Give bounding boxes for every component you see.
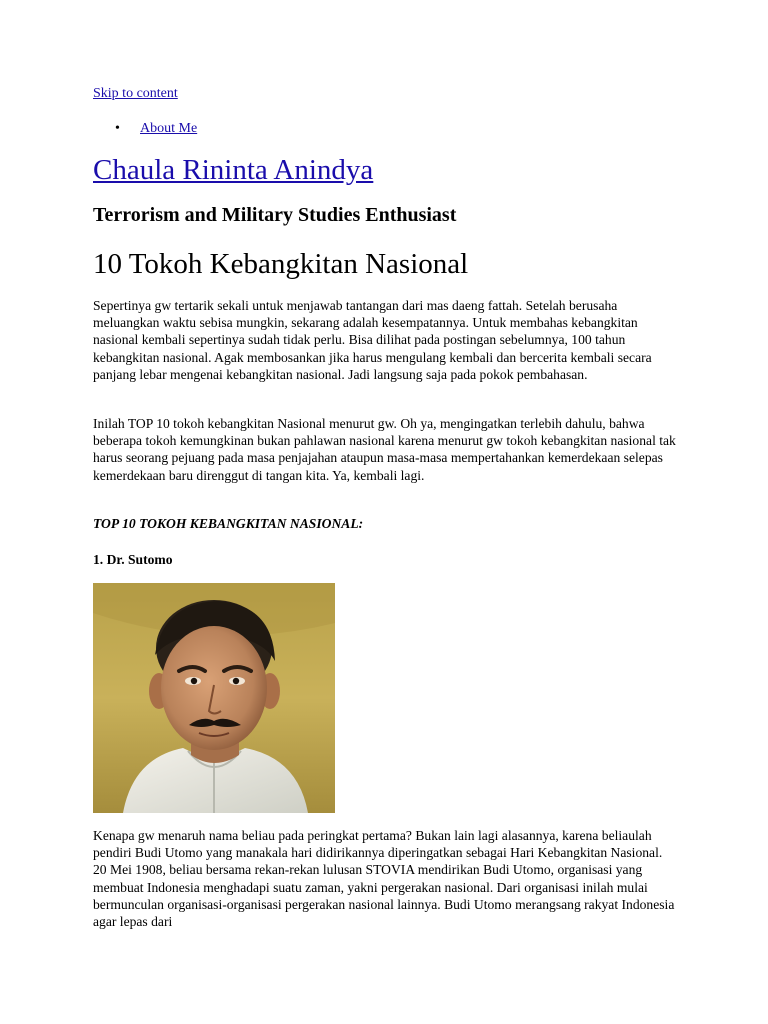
post-paragraph-intro: Sepertinya gw tertarik sekali untuk menjawab tantangan dari mas daeng fattah. Setelah berusaha meluangkan waktu sebisa mungkin, sekarang adalah kesempatannya. Untuk membahas kebangkitan nasional kembali sepertinya sudah tidak perlu. Bisa dilihat pada postingan sebelumnya, 100 tahun kebangkitan nasional. Agak membosankan jika harus mengulang kembali dan bercerita kembali secara panjang lebar mengenai kebangkitan nasional. Jadi langsung saja pada pokok pembahasan.: [93, 298, 652, 382]
portrait-image: [93, 583, 335, 813]
about-me-link[interactable]: About Me: [140, 121, 198, 136]
skip-to-content-link[interactable]: Skip to content: [93, 86, 178, 101]
post-paragraph-sutomo: Kenapa gw menaruh nama beliau pada peringkat pertama? Bukan lain lagi alasannya, karena beliaulah pendiri Budi Utomo yang manakala hari didirikannya diperingatkan sebagai Hari Kebangkitan Nasional. 20 Mei 1908, beliau bersama rekan-rekan lulusan STOVIA mendirikan Budi Utomo, organisasi yang membuat Indonesia menghadapi suatu zaman, yakni pergerakan nasional. Dari organisasi inilah mulai bermunculan organisasi-organisasi pergerakan nasional lainnya. Budi Utomo merangsang rakyat Indonesia agar lepas dari: [93, 828, 675, 930]
post-paragraph-top10-intro: Inilah TOP 10 tokoh kebangkitan Nasional menurut gw. Oh ya, mengingatkan terlebih dahulu, bahwa beberapa tokoh kemungkinan bukan pahlawan nasional karena menurut gw tokoh kebangkitan nasional tak harus seorang pejuang pada masa penjajahan ataupun masa-masa mempertahankan kemerdekaan selepas kemerdekaan baru direnggut di tangan kita. Ya, kembali lagi.: [93, 416, 676, 483]
bullet-icon: •: [115, 121, 120, 136]
site-title-link[interactable]: Chaula Rininta Anindya: [93, 154, 374, 186]
top10-heading: TOP 10 TOKOH KEBANGKITAN NASIONAL:: [93, 516, 364, 531]
site-tagline: Terrorism and Military Studies Enthusiast: [93, 204, 457, 226]
entry-title-sutomo: 1. Dr. Sutomo: [93, 552, 173, 567]
post-title: 10 Tokoh Kebangkitan Nasional: [93, 248, 469, 280]
